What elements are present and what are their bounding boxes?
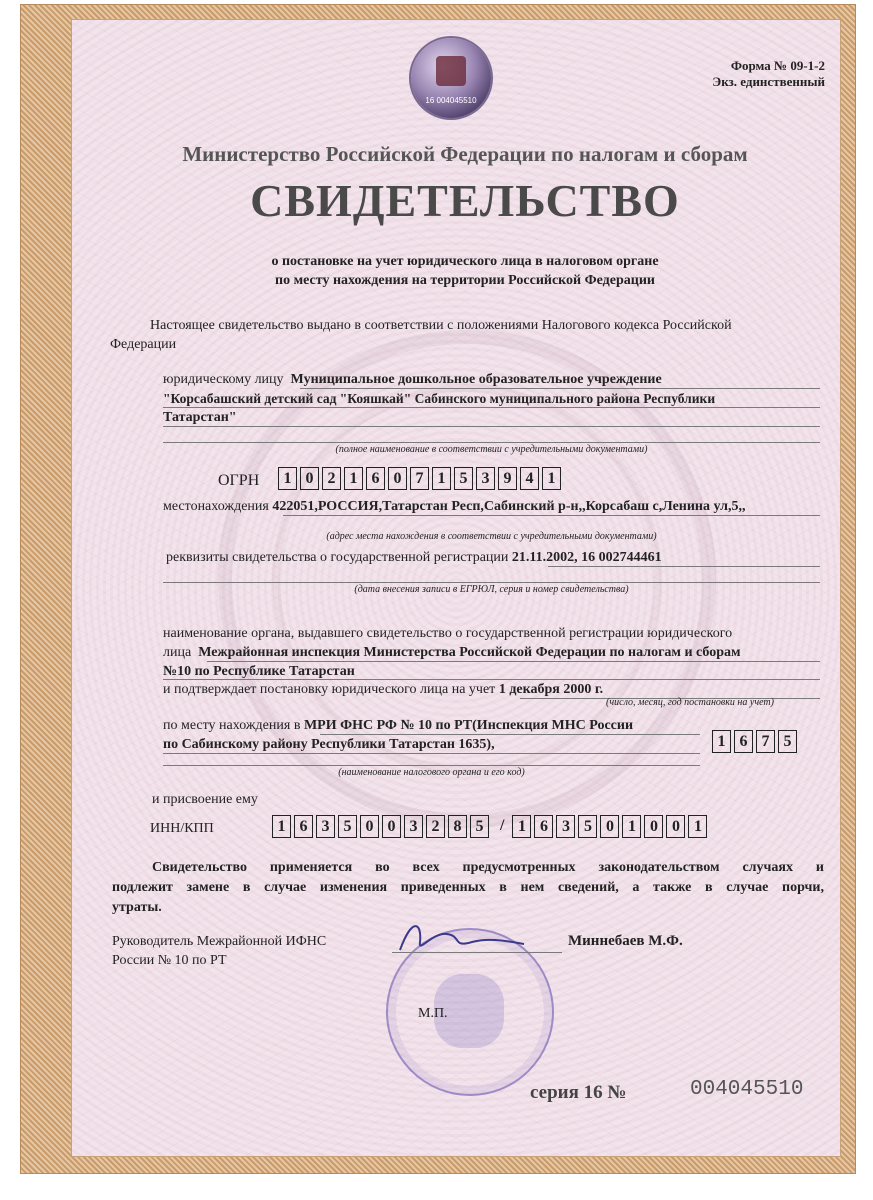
entity-caption: (полное наименование в соответствии с учредительными документами): [335, 444, 648, 455]
ogrn-digit: 3: [476, 467, 495, 490]
kpp-digit: 6: [534, 815, 553, 838]
kpp-digit: 1: [688, 815, 707, 838]
form-number: Форма № 09-1-2: [730, 58, 825, 73]
signature-line: [392, 952, 562, 953]
ogrn-digit: 9: [498, 467, 517, 490]
serial-number: 004045510: [690, 1078, 804, 1101]
location-value: 422051,РОССИЯ,Татарстан Респ,Сабинский р-н,,Корсабаш с,Ленина ул,5,,: [272, 499, 746, 514]
registration-caption: (дата внесения записи в ЕГРЮЛ, серия и номер свидетельства): [354, 584, 629, 595]
ogrn-digit: 0: [388, 467, 407, 490]
rule: [163, 582, 820, 583]
kpp-digit: 0: [666, 815, 685, 838]
tax-office-code-boxes: [712, 730, 800, 753]
subtitle-line2: по месту нахождения на территории Российской Федерации: [275, 273, 655, 288]
rule: [283, 515, 820, 516]
inn-digit: 0: [382, 815, 401, 838]
notice-line3: утраты.: [112, 900, 162, 915]
inn-digit: 8: [448, 815, 467, 838]
rule: [207, 661, 820, 662]
inn-digit: 3: [316, 815, 335, 838]
document-subtitle: [120, 252, 810, 290]
ogrn-digit: 0: [300, 467, 319, 490]
ogrn-digit: 4: [520, 467, 539, 490]
rule: [163, 765, 700, 766]
entity-name-line1: Муниципальное дошкольное образовательное учреждение: [290, 372, 662, 387]
entity-label: юридическому лицу: [163, 372, 284, 387]
inn-digit: 0: [360, 815, 379, 838]
intro-line1: Настоящее свидетельство выдано в соответствии с положениями Налогового кодекса Российской: [150, 318, 732, 333]
tax-office-caption: (наименование налогового органа и его код): [338, 767, 525, 778]
rule: [163, 442, 820, 443]
signatory-title-line2: России № 10 по РТ: [112, 953, 227, 968]
kpp-digit: 1: [622, 815, 641, 838]
ogrn-digit: 5: [454, 467, 473, 490]
rule: [320, 734, 700, 735]
tax-code-digit: 6: [734, 730, 753, 753]
hologram-number: 16 004045510: [425, 96, 477, 105]
eagle-icon: [436, 56, 466, 86]
notice-line1: Свидетельство применяется во всех предусмотренных законодательством случаях и: [152, 860, 824, 875]
inn-digit: 5: [338, 815, 357, 838]
tax-office-value-line1: МРИ ФНС РФ № 10 по РТ(Инспекция МНС России: [303, 718, 634, 733]
rule: [163, 407, 820, 408]
assign-label: и присвоение ему: [152, 792, 258, 807]
rule: [548, 566, 820, 567]
entity-name-line2: "Корсабашский детский сад "Кояшкай" Сабинского муниципального района Республики: [163, 391, 716, 406]
notice-block: [112, 858, 824, 918]
notice-line2: подлежит замене в случае изменения приведенных в нем сведений, а также в случае порчи,: [112, 880, 824, 895]
serial-label: серия 16 №: [530, 1082, 627, 1103]
inn-kpp-boxes: [272, 815, 710, 838]
tax-code-digit: 7: [756, 730, 775, 753]
tax-office-value-line2: по Сабинскому району Республики Татарстан 1635),: [163, 737, 495, 752]
location-caption: (адрес места нахождения в соответствии с учредительными документами): [326, 531, 657, 542]
inn-kpp-separator: /: [500, 817, 505, 834]
rule: [300, 388, 820, 389]
inn-kpp-label: ИНН/КПП: [150, 821, 214, 836]
ogrn-digit: 1: [432, 467, 451, 490]
confirm-label: и подтверждает постановку юридического лица на учет: [163, 682, 496, 697]
issuer-block: [163, 624, 833, 681]
tax-office-label: по месту нахождения в: [163, 718, 301, 733]
kpp-digit: 1: [512, 815, 531, 838]
entity-block: [163, 370, 823, 427]
ogrn-boxes: [278, 467, 564, 490]
tax-code-digit: 5: [778, 730, 797, 753]
subtitle-line1: о постановке на учет юридического лица в налоговом органе: [271, 254, 659, 269]
form-number-block: [700, 58, 825, 90]
signature: [392, 912, 532, 962]
inn-digit: 3: [404, 815, 423, 838]
issuer-value-line2: №10 по Республике Татарстан: [163, 664, 355, 679]
kpp-digit: 3: [556, 815, 575, 838]
document-title: СВИДЕТЕЛЬСТВО: [250, 175, 680, 226]
ogrn-digit: 6: [366, 467, 385, 490]
inn-digit: 5: [470, 815, 489, 838]
confirm-value: 1 декабря 2000 г.: [498, 682, 604, 697]
signatory-title-line1: Руководитель Межрайонной ИФНС: [112, 934, 327, 949]
inn-digit: 6: [294, 815, 313, 838]
hologram-icon: [411, 38, 491, 118]
registration-label: реквизиты свидетельства о государственной регистрации: [166, 550, 509, 565]
ministry-name: Министерство Российской Федерации по налогам и сборам: [182, 142, 748, 166]
tax-office-block: [163, 716, 723, 754]
copy-note: Экз. единственный: [712, 74, 825, 89]
kpp-digit: 5: [578, 815, 597, 838]
inn-digit: 2: [426, 815, 445, 838]
rule: [163, 426, 820, 427]
ogrn-digit: 1: [344, 467, 363, 490]
ogrn-digit: 7: [410, 467, 429, 490]
rule: [163, 753, 700, 754]
issuer-label-line2: лица: [163, 645, 192, 660]
location-row: [163, 497, 828, 516]
signatory-title: [112, 932, 382, 970]
kpp-digit: 0: [600, 815, 619, 838]
issuer-value-line1: Межрайонная инспекция Министерства Российской Федерации по налогам и сборам: [198, 645, 741, 660]
kpp-digit: 0: [644, 815, 663, 838]
seal-label: М.П.: [418, 1006, 448, 1021]
inn-digit: 1: [272, 815, 291, 838]
confirm-caption: (число, месяц, год постановки на учет): [606, 697, 774, 708]
intro-line2: Федерации: [110, 337, 177, 352]
ogrn-digit: 2: [322, 467, 341, 490]
entity-name-line3: Татарстан": [163, 410, 237, 425]
tax-code-digit: 1: [712, 730, 731, 753]
registration-row: [166, 548, 826, 567]
registration-value: 21.11.2002, 16 002744461: [511, 550, 662, 565]
ogrn-label: ОГРН: [218, 472, 260, 489]
issuer-label-line1: наименование органа, выдавшего свидетельство о государственной регистрации юридического: [163, 626, 733, 641]
intro-text: [150, 316, 830, 335]
ogrn-digit: 1: [278, 467, 297, 490]
ogrn-digit: 1: [542, 467, 561, 490]
location-label: местонахождения: [163, 499, 269, 514]
signatory-name: Миннебаев М.Ф.: [568, 933, 683, 949]
